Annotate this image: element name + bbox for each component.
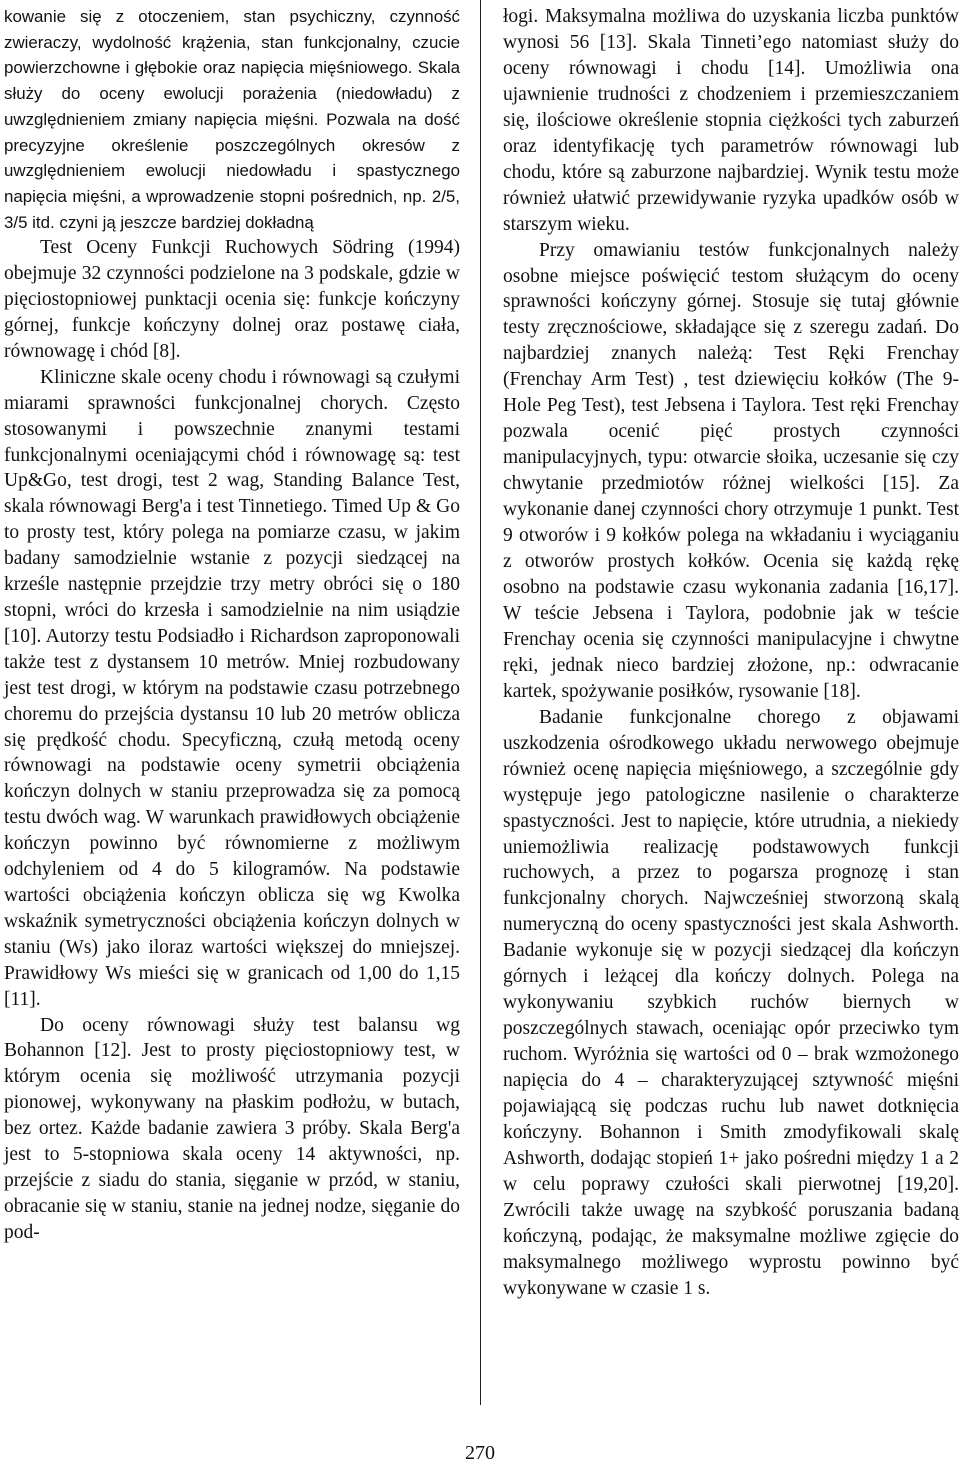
left-column <box>4 4 460 1246</box>
paragraph-spasticity-ashworth: Badanie funkcjonalne chorego z objawami uszkodzenia ośrodkowego układu nerwowego obejmuje również ocenę napięcia mięśniowego, a szczególnie gdy występuje jego patologiczne nasilenie o charakterze spastyczności. Jest to napięcie, które utrudnia, a niekiedy uniemożliwia realizację podstawowych funkcji ruchowych, a przez to pogarsza prognozę i stan funkcjonalny chorych. Najwcześniej stworzoną skalą numeryczną do oceny spastyczności jest skala Ashworth. Badanie wykonuje się w pozycji siedzącej dla kończyn górnych i leżącej dla kończy dolnych. Polega na wykonywaniu szybkich ruchów biernych w poszczególnych stawach, oceniając opór przeciwko tym ruchom. Wyróżnia się wartości od 0 – brak wzmożonego napięcia do 4 – charakteryzującej sztywność mięśni pojawiającą się podczas ruchu lub nawet dotknięcia kończyny. Bohannon i Smith zmodyfikowali skalę Ashworth, dodając stopień 1+ jako pośredni między 1 a 2 w celu poprawy czułości skali pierwotnej [19,20]. Zwrócili także uwagę na szybkość poruszania badaną kończyną, podając, że maksymalne możliwe zgięcie do maksymalnego możliwego wyprostu powinno być wykonywane w czasie 1 s. <box>503 706 959 1299</box>
paragraph-tinneti-scale: łogi. Maksymalna możliwa do uzyskania liczba punktów wynosi 56 [13]. Skala Tinneti’ego natomiast służy do oceny równowagi i chodu [14]. Umożliwia ona ujawnienie trudności z chodzeniem i przemieszczaniem się, ilościowe określenie stopnia ciężkości tych zaburzeń oraz identyfikację tych parametrów równowagi lub chodu, które są zaburzone najbardziej. Wynik testu może również ułatwić przewidywanie ryzyka upadków osób w starszym wieku. <box>503 6 959 235</box>
paragraph-sodring-test: Test Oceny Funkcji Ruchowych Södring (1994) obejmuje 32 czynności podzielone na 3 podskale, gdzie w pięciostopniowej punktacji ocenia się: funkcje kończyny górnej, funkcje kończyny dolnej oraz postawę ciała, równowagę i chód [8]. <box>4 237 460 362</box>
column-divider <box>480 0 481 1405</box>
paragraph-ashworth-context: kowanie się z otoczeniem, stan psychiczny, czynność zwieraczy, wydolność krążenia, stan funkcjonalny, czucie powierzchowne i głębokie oraz napięcia mięśniowego. Skala służy do oceny ewolucji porażenia (niedowładu) z uwzględnieniem zmiany napięcia mięśni. Pozwala na dość precyzyjne określenie poszczególnych okresów z uwzględnieniem ewolucji niedowładu i spastycznego napięcia mięśni, a wprowadzenie stopni pośrednich, np. 2/5, 3/5 itd. czyni ją jeszcze bardziej dokładną <box>4 7 460 232</box>
paragraph-bohannon-berg: Do oceny równowagi służy test balansu wg Bohannon [12]. Jest to prosty pięciostopniowy test, w którym ocenia się możliwość utrzymania pozycji pionowej, wykonywany na płaskim podłożu, w butach, bez ortez. Każde badanie zawiera 3 próby. Skala Berg'a jest to 5-stopniowa skala oceny 14 aktywności, np. przejście z siadu do stania, sięganie w przód, w staniu, obracanie się w staniu, stanie na jednej nodze, sięganie do pod- <box>4 1014 460 1243</box>
right-column <box>503 4 959 1302</box>
page-number: 270 <box>465 1442 495 1464</box>
paragraph-upper-limb-tests: Przy omawianiu testów funkcjonalnych należy osobne miejsce poświęcić testom służącym do oceny sprawności kończyny górnej. Stosuje się tutaj głównie testy zręcznościowe, składające się z szeregu zadań. Do najbardziej znanych należą: Test Ręki Frenchay (Frenchay Arm Test) , test dziewięciu kołków (The 9-Hole Peg Test), test Jebsena i Taylora. Test ręki Frenchay pozwala ocenić pięć prostych czynności manipulacyjnych, typu: otwarcie słoika, uczesanie się czy chwytanie przedmiotów różnej wielkości [15]. Za wykonanie danej czynności chory otrzymuje 1 punkt. Test 9 otworów i 9 kołków polega na wkładaniu i wyciąganiu z otworów prostych kołków. Ocenia się każdą rękę osobno na podstawie czasu wykonania zadania [16,17]. W teście Jebsena i Taylora, podobnie jak w teście Frenchay ocenia się czynności manipulacyjne i chwytne ręki, jednak nieco bardziej złożone, np.: odwracanie kartek, spożywanie posiłków, rysowanie [18]. <box>503 239 959 702</box>
paragraph-gait-balance-scales: Kliniczne skale oceny chodu i równowagi są czułymi miarami sprawności funkcjonalnej chorych. Często stosowanymi i powszechnie znanymi testami funkcjonalnymi oceniającymi chód i równowagę są: test Up&Go, test drogi, test 2 wag, Standing Balance Test, skala równowagi Berg'a i test Tinnetiego. Timed Up & Go to prosty test, który polega na pomiarze czasu, w jakim badany samodzielnie wstanie z pozycji siedzącej na krześle następnie przejdzie trzy metry obróci się o 180 stopni, wróci do krzesła i samodzielnie na nim usiądzie [10]. Autorzy testu Podsiadło i Richardson zaproponowali także test z dystansem 10 metrów. Mniej rozbudowany jest test drogi, w którym na podstawie czasu potrzebnego choremu do przejścia dystansu 10 lub 20 metrów oblicza się prędkość chodu. Specyficzną, czułą metodą oceny równowagi na podstawie oceny symetrii obciążenia kończyn dolnych w staniu przeprowadza się za pomocą testu dwóch wag. W warunkach prawidłowych obciążenie kończyn powinno być równomierne z możliwym odchyleniem od 4 do 5 kilogramów. Na podstawie wartości obciążenia kończyn oblicza się wg Kwolka wskaźnik symetryczności obciążenia kończyn dolnych w staniu (Ws) jako iloraz wartości większej do mniejszej. Prawidłowy Ws mieści się w granicach od 1,00 do 1,15 [11]. <box>4 366 460 1010</box>
